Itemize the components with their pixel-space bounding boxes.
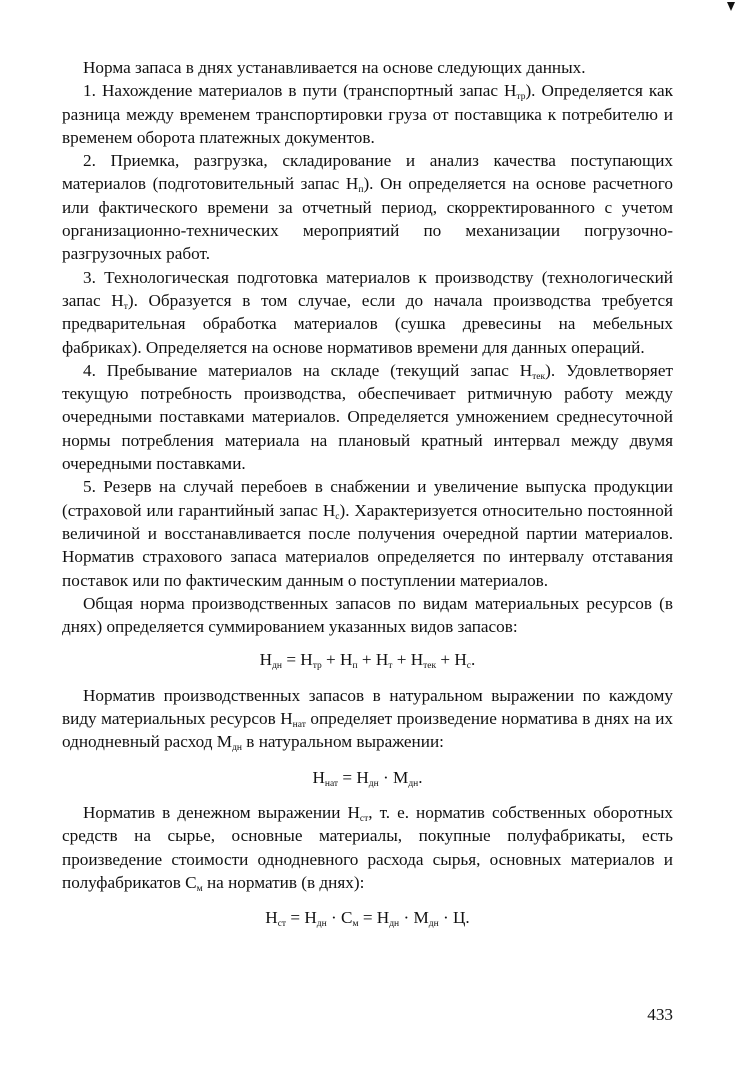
paragraph-item-4: 4. Пребывание материалов на складе (текущий запас $Н_{тек}$). Удовлетворяет текущую потребность производства, обеспечивает ритмичную работу между очередными поставками материалов. Определяется умножением среднесуточной нормы потребления материала на плановый кратный интервал между двумя очередными поставками. (62, 360, 673, 474)
formula-total-norm: $Н_{дн} = Н_{тр} + Н_п + Н_т + Н_{тек} + Н_с$. (259, 650, 476, 672)
page-text-block (62, 56, 673, 929)
subscript: нат (324, 778, 339, 789)
paragraph-natural-norm: Норматив производственных запасов в натуральном выражении по каждому виду материальных ресурсов $Н_{нат}$ определяет произведение норматива в днях на их однодневный расход $М_{дн}$ в натуральном выражении: (62, 685, 673, 754)
paragraph-item-1: 1. Нахождение материалов в пути (транспортный запас $Н_{тр}$). Определяется как разница между временем транспортировки груза от поставщика к потребителю и временем оборота платежных документов. (62, 81, 673, 147)
subscript: дн (428, 919, 439, 930)
subscript: м (196, 883, 203, 894)
subscript: дн (316, 919, 327, 930)
subscript: дн (232, 743, 242, 754)
subscript: нат (292, 720, 306, 731)
subscript: с (466, 661, 472, 672)
subscript: тр (516, 92, 526, 103)
corner-mark (727, 2, 735, 11)
paragraph-item-5: 5. Резерв на случай перебоев в снабжении и увеличение выпуска продукции (страховой или гарантийный запас $Н_с$). Характеризуется относительно постоянной величиной и восстанавливается после получения очередной партии материалов. Норматив страхового запаса материалов определяется по интервалу отставания поставок или по фактическим данным о поступлении материалов. (62, 477, 673, 590)
subscript: ст (277, 919, 287, 930)
formula-money-norm: $Н_{ст} = Н_{дн} \cdot С_м = Н_{дн} \cdot М_{дн} \cdot Ц$. (265, 908, 470, 930)
paragraph-general-norm: Общая норма производственных запасов по видам материальных ресурсов (в днях) определяется суммированием указанных видов запасов: (62, 593, 673, 637)
paragraph-intro: Норма запаса в днях устанавливается на основе следующих данных. (83, 58, 586, 77)
subscript: дн (408, 778, 419, 789)
subscript: с (335, 511, 340, 522)
paragraph-item-2: 2. Приемка, разгрузка, складирование и анализ качества поступающих материалов (подготовительный запас $Н_п$). Он определяется на основе расчетного или фактического времени за отчетный период, скорректированного с учетом организационно-технических мероприятий по механизации погрузочно-разгрузочных работ. (62, 151, 673, 264)
subscript: тек (423, 661, 437, 672)
subscript: ст (359, 813, 369, 824)
subscript: т (388, 661, 393, 672)
page-number: 433 (647, 1005, 673, 1024)
subscript: тр (312, 661, 322, 672)
subscript: дн (368, 778, 379, 789)
formula-natural-norm: $Н_{нат} = Н_{дн} \cdot М_{дн}$. (312, 767, 423, 789)
subscript: тек (532, 371, 546, 382)
subscript: м (352, 919, 359, 930)
subscript: дн (272, 661, 283, 672)
subscript: п (352, 661, 358, 672)
subscript: дн (389, 919, 400, 930)
paragraph-item-3: 3. Технологическая подготовка материалов к производству (технологический запас $Н_т$). Образуется в том случае, если до начала производства требуется предварительная обработка материалов (сушка древесины на мебельных фабриках). Определяется на основе нормативов времени для данных операций. (62, 267, 673, 357)
subscript: т (123, 301, 128, 312)
paragraph-money-norm: Норматив в денежном выражении $Н_{ст}$, т. е. норматив собственных оборотных средств на сырье, основные материалы, покупные полуфабрикаты, есть произведение стоимости однодневного расхода сырья, основных материалов и полуфабрикатов $С_м$ на норматив (в днях): (62, 802, 673, 894)
subscript: п (358, 185, 364, 196)
